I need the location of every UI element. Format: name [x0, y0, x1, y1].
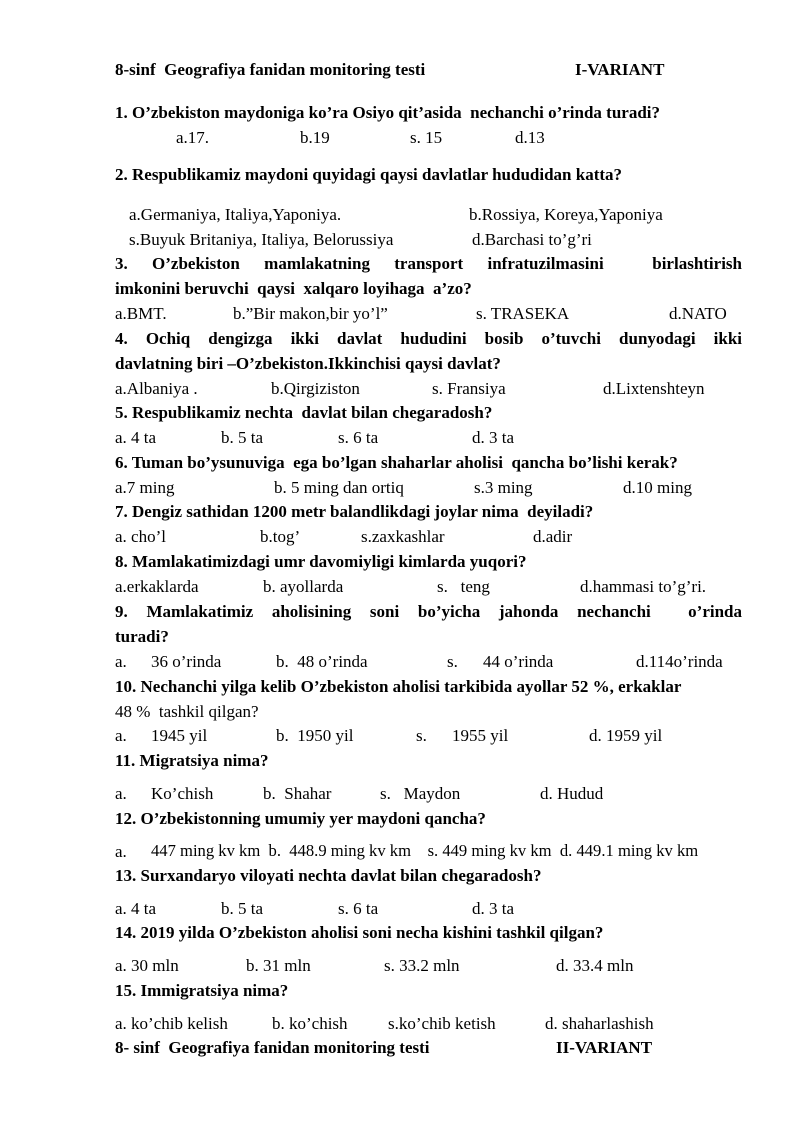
- q7-option-a: a. cho’l: [115, 527, 166, 546]
- q8-option-s: s. teng: [437, 577, 490, 596]
- question-14: 14. 2019 yilda O’zbekiston aholisi soni necha kishini tashkil qilgan?: [115, 923, 604, 942]
- q15-option-b: b. ko’chish: [272, 1014, 348, 1033]
- q1-option-a: a.17.: [176, 128, 210, 147]
- q1-option-s: s. 15: [410, 128, 443, 147]
- q11-option-a-text: Ko’chish: [151, 784, 214, 803]
- question-6: 6. Tuman bo’ysunuviga ega bo’lgan shaharlar aholisi qancha bo’lishi kerak?: [115, 453, 678, 472]
- q9-option-s-text: 44 o’rinda: [483, 652, 554, 671]
- q9-option-a: a.: [115, 652, 127, 671]
- q14-option-d: d. 33.4 mln: [556, 956, 634, 975]
- next-variant-label: II-VARIANT: [556, 1038, 653, 1057]
- q15-option-a: a. ko’chib kelish: [115, 1014, 228, 1033]
- q6-option-a: a.7 ming: [115, 478, 175, 497]
- q7-option-d: d.adir: [533, 527, 573, 546]
- q7-option-b: b.tog’: [260, 527, 301, 546]
- question-1: 1. O’zbekiston maydoniga ko’ra Osiyo qit’asida nechanchi o’rinda turadi?: [115, 103, 661, 122]
- q2-option-d: d.Barchasi to’g’ri: [472, 230, 592, 249]
- q10-option-a-text: 1945 yil: [151, 726, 208, 745]
- q9-option-d: d.114o’rinda: [636, 652, 723, 671]
- q5-option-b: b. 5 ta: [221, 428, 264, 447]
- q13-option-s: s. 6 ta: [338, 899, 379, 918]
- q10-option-a: a.: [115, 726, 127, 745]
- question-3-line-1: 3. O’zbekiston mamlakatning transport infratuzilmasini birlashtirish: [115, 254, 742, 273]
- q12-options-line: 447 ming kv km b. 448.9 ming kv km s. 449 ming kv km d. 449.1 ming kv km: [151, 841, 699, 860]
- question-9-line-2: turadi?: [115, 627, 169, 646]
- q2-option-a: a.Germaniya, Italiya,Yaponiya.: [129, 205, 342, 224]
- q11-option-b: b. Shahar: [263, 784, 332, 803]
- question-11: 11. Migratsiya nima?: [115, 751, 269, 770]
- q11-option-a: a.: [115, 784, 127, 803]
- q1-option-b: b.19: [300, 128, 330, 147]
- q8-option-a: a.erkaklarda: [115, 577, 199, 596]
- q10-option-d: d. 1959 yil: [589, 726, 663, 745]
- question-13: 13. Surxandaryo viloyati nechta davlat bilan chegaradosh?: [115, 866, 542, 885]
- question-2: 2. Respublikamiz maydoni quyidagi qaysi davlatlar hududidan katta?: [115, 165, 623, 184]
- q4-option-b: b.Qirgiziston: [271, 379, 360, 398]
- page-title: 8-sinf Geografiya fanidan monitoring testi: [115, 60, 426, 79]
- q6-option-d: d.10 ming: [623, 478, 692, 497]
- question-10-line-1: 10. Nechanchi yilga kelib O’zbekiston aholisi tarkibida ayollar 52 %, erkaklar: [115, 677, 682, 696]
- q4-option-a: a.Albaniya .: [115, 379, 198, 398]
- q1-option-d: d.13: [515, 128, 545, 147]
- question-15: 15. Immigratsiya nima?: [115, 981, 289, 1000]
- q10-option-s-text: 1955 yil: [452, 726, 509, 745]
- q11-option-s: s. Maydon: [380, 784, 461, 803]
- q9-option-a-text: 36 o’rinda: [151, 652, 222, 671]
- q3-option-b: b.”Bir makon,bir yo’l”: [233, 304, 388, 323]
- q3-option-s: s. TRASEKA: [476, 304, 570, 323]
- question-3-line-2: imkonini beruvchi qaysi xalqaro loyihaga a’zo?: [115, 279, 472, 298]
- q14-option-s: s. 33.2 mln: [384, 956, 460, 975]
- q3-option-a: a.BMT.: [115, 304, 167, 323]
- q2-option-s: s.Buyuk Britaniya, Italiya, Belorussiya: [129, 230, 394, 249]
- q15-option-s: s.ko’chib ketish: [388, 1014, 496, 1033]
- variant-label: I-VARIANT: [575, 60, 665, 79]
- q6-option-s: s.3 ming: [474, 478, 533, 497]
- q13-option-a: a. 4 ta: [115, 899, 157, 918]
- q12-option-a: a.: [115, 842, 127, 861]
- question-8: 8. Mamlakatimizdagi umr davomiyligi kimlarda yuqori?: [115, 552, 527, 571]
- q15-option-d: d. shaharlashish: [545, 1014, 654, 1033]
- question-9-line-1: 9. Mamlakatimiz aholisining soni bo’yicha jahonda nechanchi o’rinda: [115, 602, 742, 621]
- question-4-line-1: 4. Ochiq dengizga ikki davlat hududini bosib o’tuvchi dunyodagi ikki: [115, 329, 742, 348]
- q8-option-d: d.hammasi to’g’ri.: [580, 577, 707, 596]
- q4-option-d: d.Lixtenshteyn: [603, 379, 705, 398]
- q5-option-s: s. 6 ta: [338, 428, 379, 447]
- q5-option-d: d. 3 ta: [472, 428, 515, 447]
- question-7: 7. Dengiz sathidan 1200 metr balandlikdagi joylar nima deyiladi?: [115, 502, 594, 521]
- q2-option-b: b.Rossiya, Koreya,Yaponiya: [469, 205, 663, 224]
- question-10-line-2: 48 % tashkil qilgan?: [115, 702, 259, 721]
- q10-option-b: b. 1950 yil: [276, 726, 354, 745]
- q14-option-a: a. 30 mln: [115, 956, 179, 975]
- q11-option-d: d. Hudud: [540, 784, 604, 803]
- question-4-line-2: davlatning biri –O’zbekiston.Ikkinchisi qaysi davlat?: [115, 354, 501, 373]
- q9-option-s: s.: [447, 652, 458, 671]
- q4-option-s: s. Fransiya: [432, 379, 506, 398]
- q8-option-b: b. ayollarda: [263, 577, 344, 596]
- q10-option-s: s.: [416, 726, 427, 745]
- q3-option-d: d.NATO: [669, 304, 727, 323]
- q13-option-b: b. 5 ta: [221, 899, 264, 918]
- q5-option-a: a. 4 ta: [115, 428, 157, 447]
- q13-option-d: d. 3 ta: [472, 899, 515, 918]
- q7-option-s: s.zaxkashlar: [361, 527, 445, 546]
- q14-option-b: b. 31 mln: [246, 956, 311, 975]
- next-variant-title: 8- sinf Geografiya fanidan monitoring testi: [115, 1038, 430, 1057]
- q9-option-b: b. 48 o’rinda: [276, 652, 368, 671]
- question-5: 5. Respublikamiz nechta davlat bilan chegaradosh?: [115, 403, 493, 422]
- question-12: 12. O’zbekistonning umumiy yer maydoni qancha?: [115, 809, 486, 828]
- q6-option-b: b. 5 ming dan ortiq: [274, 478, 404, 497]
